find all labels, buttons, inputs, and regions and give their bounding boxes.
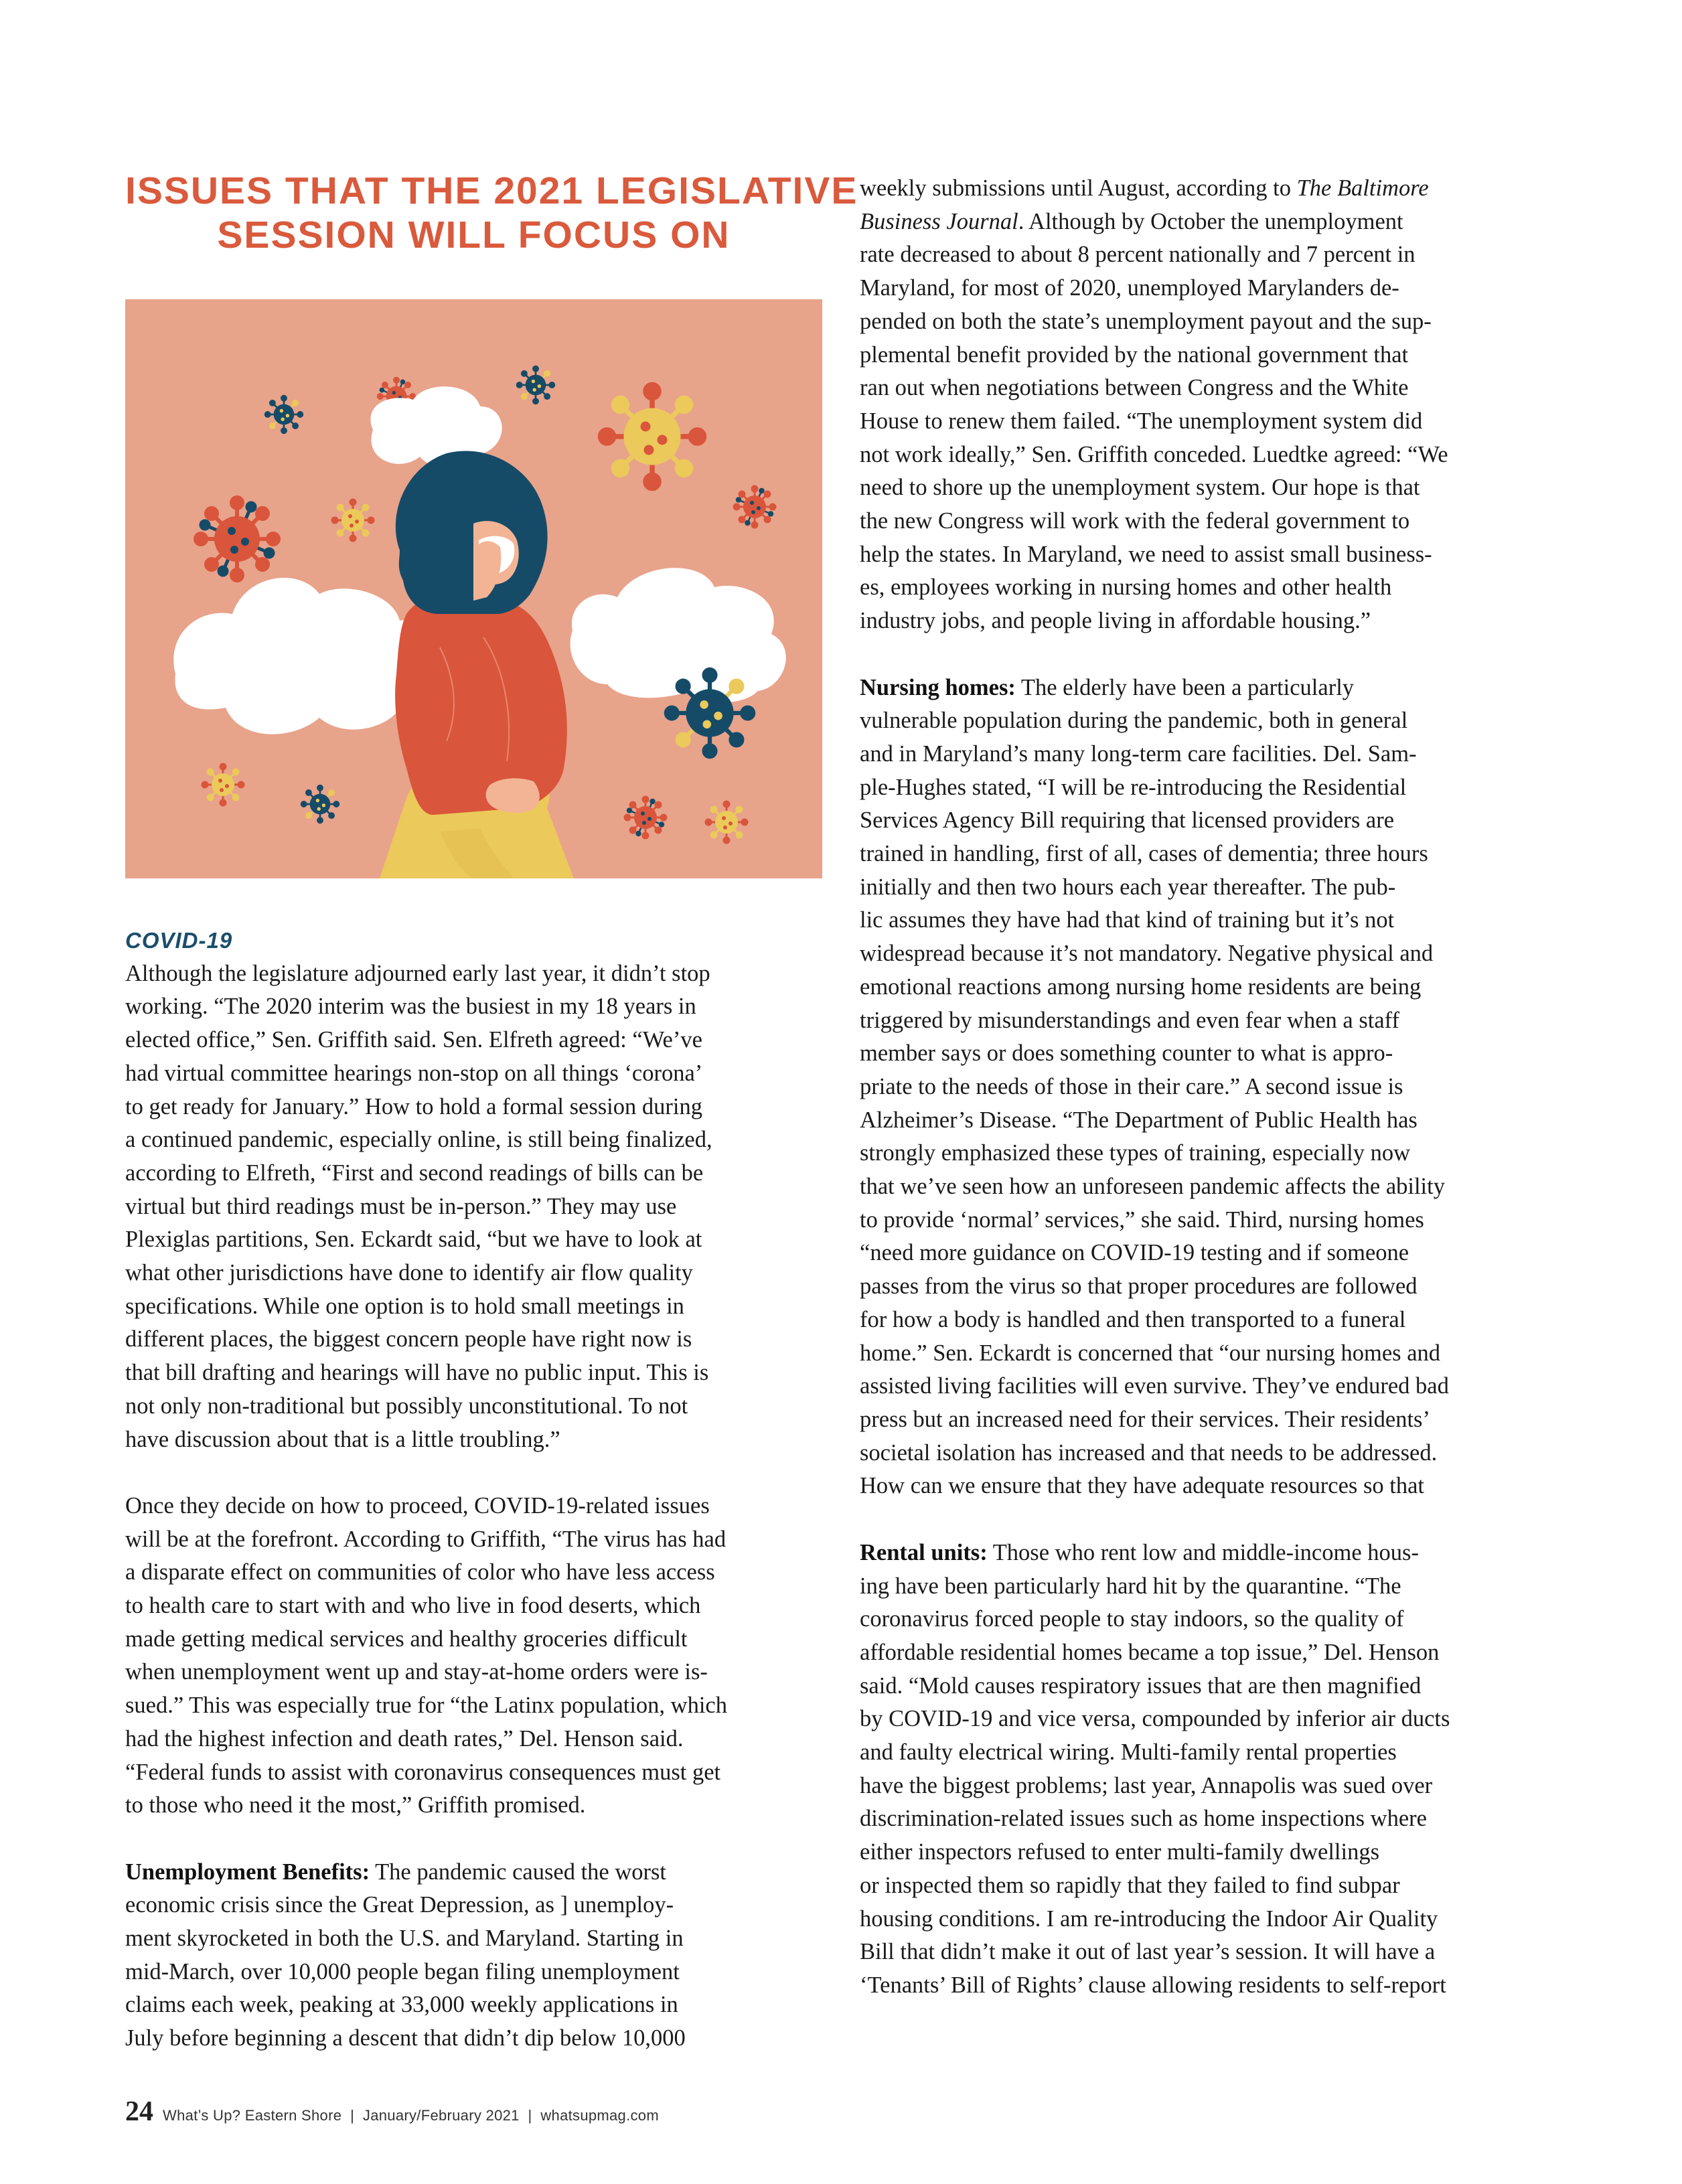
text-line: specifications. While one option is to hold small meetings in	[125, 1293, 684, 1319]
text-line: ing have been particularly hard hit by the quarantine. “The	[860, 1573, 1401, 1599]
text-line	[860, 1537, 1559, 1570]
paragraph-rental-units	[860, 1537, 1559, 2003]
text-line: need to shore up the unemployment system. Our hope is that	[860, 475, 1420, 501]
text-line: either inspectors refused to enter multi-family dwellings	[860, 1839, 1380, 1865]
text-line: elected office,” Sen. Griffith said. Sen. Elfreth agreed: “We’ve	[125, 1027, 702, 1053]
text-line: by COVID-19 and vice versa, compounded by inferior air ducts	[860, 1706, 1450, 1732]
text-line: for how a body is handled and then transported to a funeral	[860, 1306, 1406, 1332]
text-line: emotional reactions among nursing home residents are being	[860, 973, 1422, 1000]
text-line: home.” Sen. Eckardt is concerned that “our nursing homes and	[860, 1340, 1441, 1366]
paragraph-unemployment-continued	[860, 172, 1559, 638]
paragraph-proceed	[125, 1490, 822, 1822]
text-line: plemental benefit provided by the national government that	[860, 341, 1409, 368]
text-line: sued.” This was especially true for “the Latinx population, which	[125, 1693, 727, 1719]
run-in-heading-unemployment: Unemployment Benefits:	[125, 1859, 370, 1885]
text-line: and faulty electrical wiring. Multi-family rental properties	[860, 1739, 1397, 1766]
text-line: working. “The 2020 interim was the busiest in my 18 years in	[125, 994, 696, 1020]
text-line: a disparate effect on communities of color who have less access	[125, 1559, 715, 1585]
text-line: coronavirus forced people to stay indoors, so the quality of	[860, 1606, 1404, 1632]
text-line: vulnerable population during the pandemic, both in general	[860, 708, 1408, 734]
left-column	[125, 924, 822, 2055]
text-line: member says or does something counter to what is appro-	[860, 1040, 1393, 1067]
text-line: different places, the biggest concern people have right now is	[125, 1326, 692, 1352]
text-line: “Federal funds to assist with coronavirus consequences must get	[125, 1759, 721, 1785]
headline-line-2: SESSION WILL FOCUS ON	[217, 214, 731, 256]
text-line: societal isolation has increased and that needs to be addressed.	[860, 1439, 1438, 1466]
text-line: have the biggest problems; last year, Annapolis was sued over	[860, 1772, 1433, 1798]
text-line: Alzheimer’s Disease. “The Department of Public Health has	[860, 1107, 1418, 1133]
publication-title: The Baltimore	[1296, 175, 1429, 201]
woman-with-mask-virus-icon	[125, 299, 822, 878]
text-line: ment skyrocketed in both the U.S. and Maryland. Starting in	[125, 1926, 684, 1952]
text-line: ran out when negotiations between Congress and the White	[860, 375, 1409, 401]
text-line: Services Agency Bill requiring that licensed providers are	[860, 807, 1395, 834]
covid-illustration	[125, 299, 822, 878]
text-line: strongly emphasized these types of training, especially now	[860, 1140, 1411, 1166]
text-line: Although the legislature adjourned early last year, it didn’t stop	[125, 960, 710, 986]
paragraph-nursing-homes	[860, 672, 1559, 1504]
text-line: help the states. In Maryland, we need to assist small business-	[860, 541, 1432, 567]
text-line: industry jobs, and people living in affordable housing.”	[860, 608, 1371, 634]
text-line: to get ready for January.” How to hold a formal session during	[125, 1093, 702, 1119]
text-line: affordable residential homes became a top issue,” Del. Henson	[860, 1639, 1440, 1665]
run-in-heading-nursing-homes: Nursing homes:	[860, 674, 1016, 700]
text-line: Maryland, for most of 2020, unemployed Marylanders de-	[860, 275, 1399, 301]
text-line: rate decreased to about 8 percent nationally and 7 percent in	[860, 242, 1416, 268]
text-line: ple-Hughes stated, “I will be re-introducing the Residential	[860, 774, 1407, 800]
text-run: weekly submissions until August, according to	[860, 175, 1297, 201]
text-line: mid-March, over 10,000 people began filing unemployment	[125, 1958, 680, 1984]
text-line: widespread because it’s not mandatory. Negative physical and	[860, 941, 1434, 967]
text-line: that bill drafting and hearings will have no public input. This is	[125, 1360, 709, 1386]
text-line: to health care to start with and who live in food deserts, which	[125, 1593, 701, 1619]
text-line: House to renew them failed. “The unemployment system did	[860, 408, 1423, 434]
text-run: The pandemic caused the worst	[370, 1859, 667, 1885]
page-headline	[125, 169, 858, 257]
text-line: priate to the needs of those in their care.” A second issue is	[860, 1073, 1403, 1099]
text-line: when unemployment went up and stay-at-home orders were is-	[125, 1659, 708, 1685]
text-run: . Although by October the unemployment	[1018, 208, 1403, 234]
text-line: to provide ‘normal’ services,” she said. Third, nursing homes	[860, 1206, 1424, 1233]
text-line: not work ideally,” Sen. Griffith conceded. Luedtke agreed: “We	[860, 441, 1448, 467]
text-line: July before beginning a descent that didn’t dip below 10,000	[125, 2025, 686, 2051]
text-line	[860, 206, 1559, 239]
page-footer	[125, 2096, 659, 2129]
text-line: passes from the virus so that proper procedures are followed	[860, 1273, 1418, 1300]
text-line: what other jurisdictions have done to identify air flow quality	[125, 1260, 693, 1286]
text-line	[860, 672, 1559, 705]
page-number: 24	[125, 2096, 153, 2127]
text-line: discrimination-related issues such as home inspections where	[860, 1806, 1427, 1832]
text-line: housing conditions. I am re-introducing the Indoor Air Quality	[860, 1905, 1438, 1932]
text-line: a continued pandemic, especially online, is still being finalized,	[125, 1127, 712, 1153]
text-line: had virtual committee hearings non-stop on all things ‘corona’	[125, 1060, 703, 1086]
paragraph-unemployment	[125, 1856, 822, 2055]
text-line: have discussion about that is a little troubling.”	[125, 1426, 560, 1452]
text-line: or inspected them so rapidly that they failed to find subpar	[860, 1872, 1400, 1898]
text-line: lic assumes they have had that kind of training but it’s not	[860, 907, 1395, 933]
text-line: Plexiglas partitions, Sen. Eckardt said, “but we have to look at	[125, 1227, 702, 1253]
text-line: “need more guidance on COVID-19 testing and if someone	[860, 1240, 1409, 1266]
section-heading-covid19: COVID-19	[125, 928, 233, 953]
text-line: How can we ensure that they have adequate resources so that	[860, 1473, 1424, 1499]
text-line: made getting medical services and healthy groceries difficult	[125, 1626, 688, 1652]
text-line: said. “Mold causes respiratory issues that are then magnified	[860, 1672, 1422, 1699]
text-line: triggered by misunderstandings and even fear when a staff	[860, 1007, 1400, 1033]
text-line: the new Congress will work with the federal government to	[860, 508, 1410, 534]
text-line: virtual but third readings must be in-person.” They may use	[125, 1193, 677, 1219]
publication-title: Business Journal	[860, 208, 1018, 234]
text-line: claims each week, peaking at 33,000 weekly applications in	[125, 1992, 678, 2018]
text-line: initially and then two hours each year thereafter. The pub-	[860, 874, 1396, 900]
run-in-heading-rental-units: Rental units:	[860, 1539, 988, 1565]
text-line: pended on both the state’s unemployment payout and the sup-	[860, 308, 1432, 334]
headline-line-1: ISSUES THAT THE 2021 LEGISLATIVE	[125, 169, 858, 212]
text-line: Bill that didn’t make it out of last year’s session. It will have a	[860, 1939, 1436, 1965]
text-line: and in Maryland’s many long-term care facilities. Del. Sam-	[860, 740, 1417, 767]
text-run: Those who rent low and middle-income hous-	[987, 1539, 1419, 1565]
text-line	[125, 1856, 822, 1889]
woman-figure	[380, 451, 574, 878]
text-run: The elderly have been a particularly	[1015, 674, 1355, 700]
text-line	[860, 172, 1559, 206]
text-line: not only non-traditional but possibly unconstitutional. To not	[125, 1393, 688, 1419]
right-column	[860, 172, 1559, 2003]
text-line: will be at the forefront. According to Griffith, “The virus has had	[125, 1526, 727, 1552]
text-line: Once they decide on how to proceed, COVID-19-related issues	[125, 1492, 710, 1518]
text-line: trained in handling, first of all, cases of dementia; three hours	[860, 841, 1428, 867]
text-line: according to Elfreth, “First and second readings of bills can be	[125, 1160, 704, 1186]
text-line: es, employees working in nursing homes and other health	[860, 574, 1392, 601]
footer-info: What’s Up? Eastern Shore | January/February 2021 | whatsupmag.com	[163, 2107, 659, 2124]
text-line: ‘Tenants’ Bill of Rights’ clause allowing residents to self-report	[860, 1972, 1446, 1998]
text-line: that we’ve seen how an unforeseen pandemic affects the ability	[860, 1174, 1445, 1200]
paragraph-covid19	[125, 957, 822, 1457]
text-line: had the highest infection and death rates,” Del. Henson said.	[125, 1725, 684, 1751]
text-line: economic crisis since the Great Depression, as ] unemploy-	[125, 1892, 674, 1918]
text-line: assisted living facilities will even survive. They’ve endured bad	[860, 1373, 1449, 1399]
text-line: to those who need it the most,” Griffith promised.	[125, 1792, 586, 1818]
text-line: press but an increased need for their services. Their residents’	[860, 1407, 1430, 1432]
